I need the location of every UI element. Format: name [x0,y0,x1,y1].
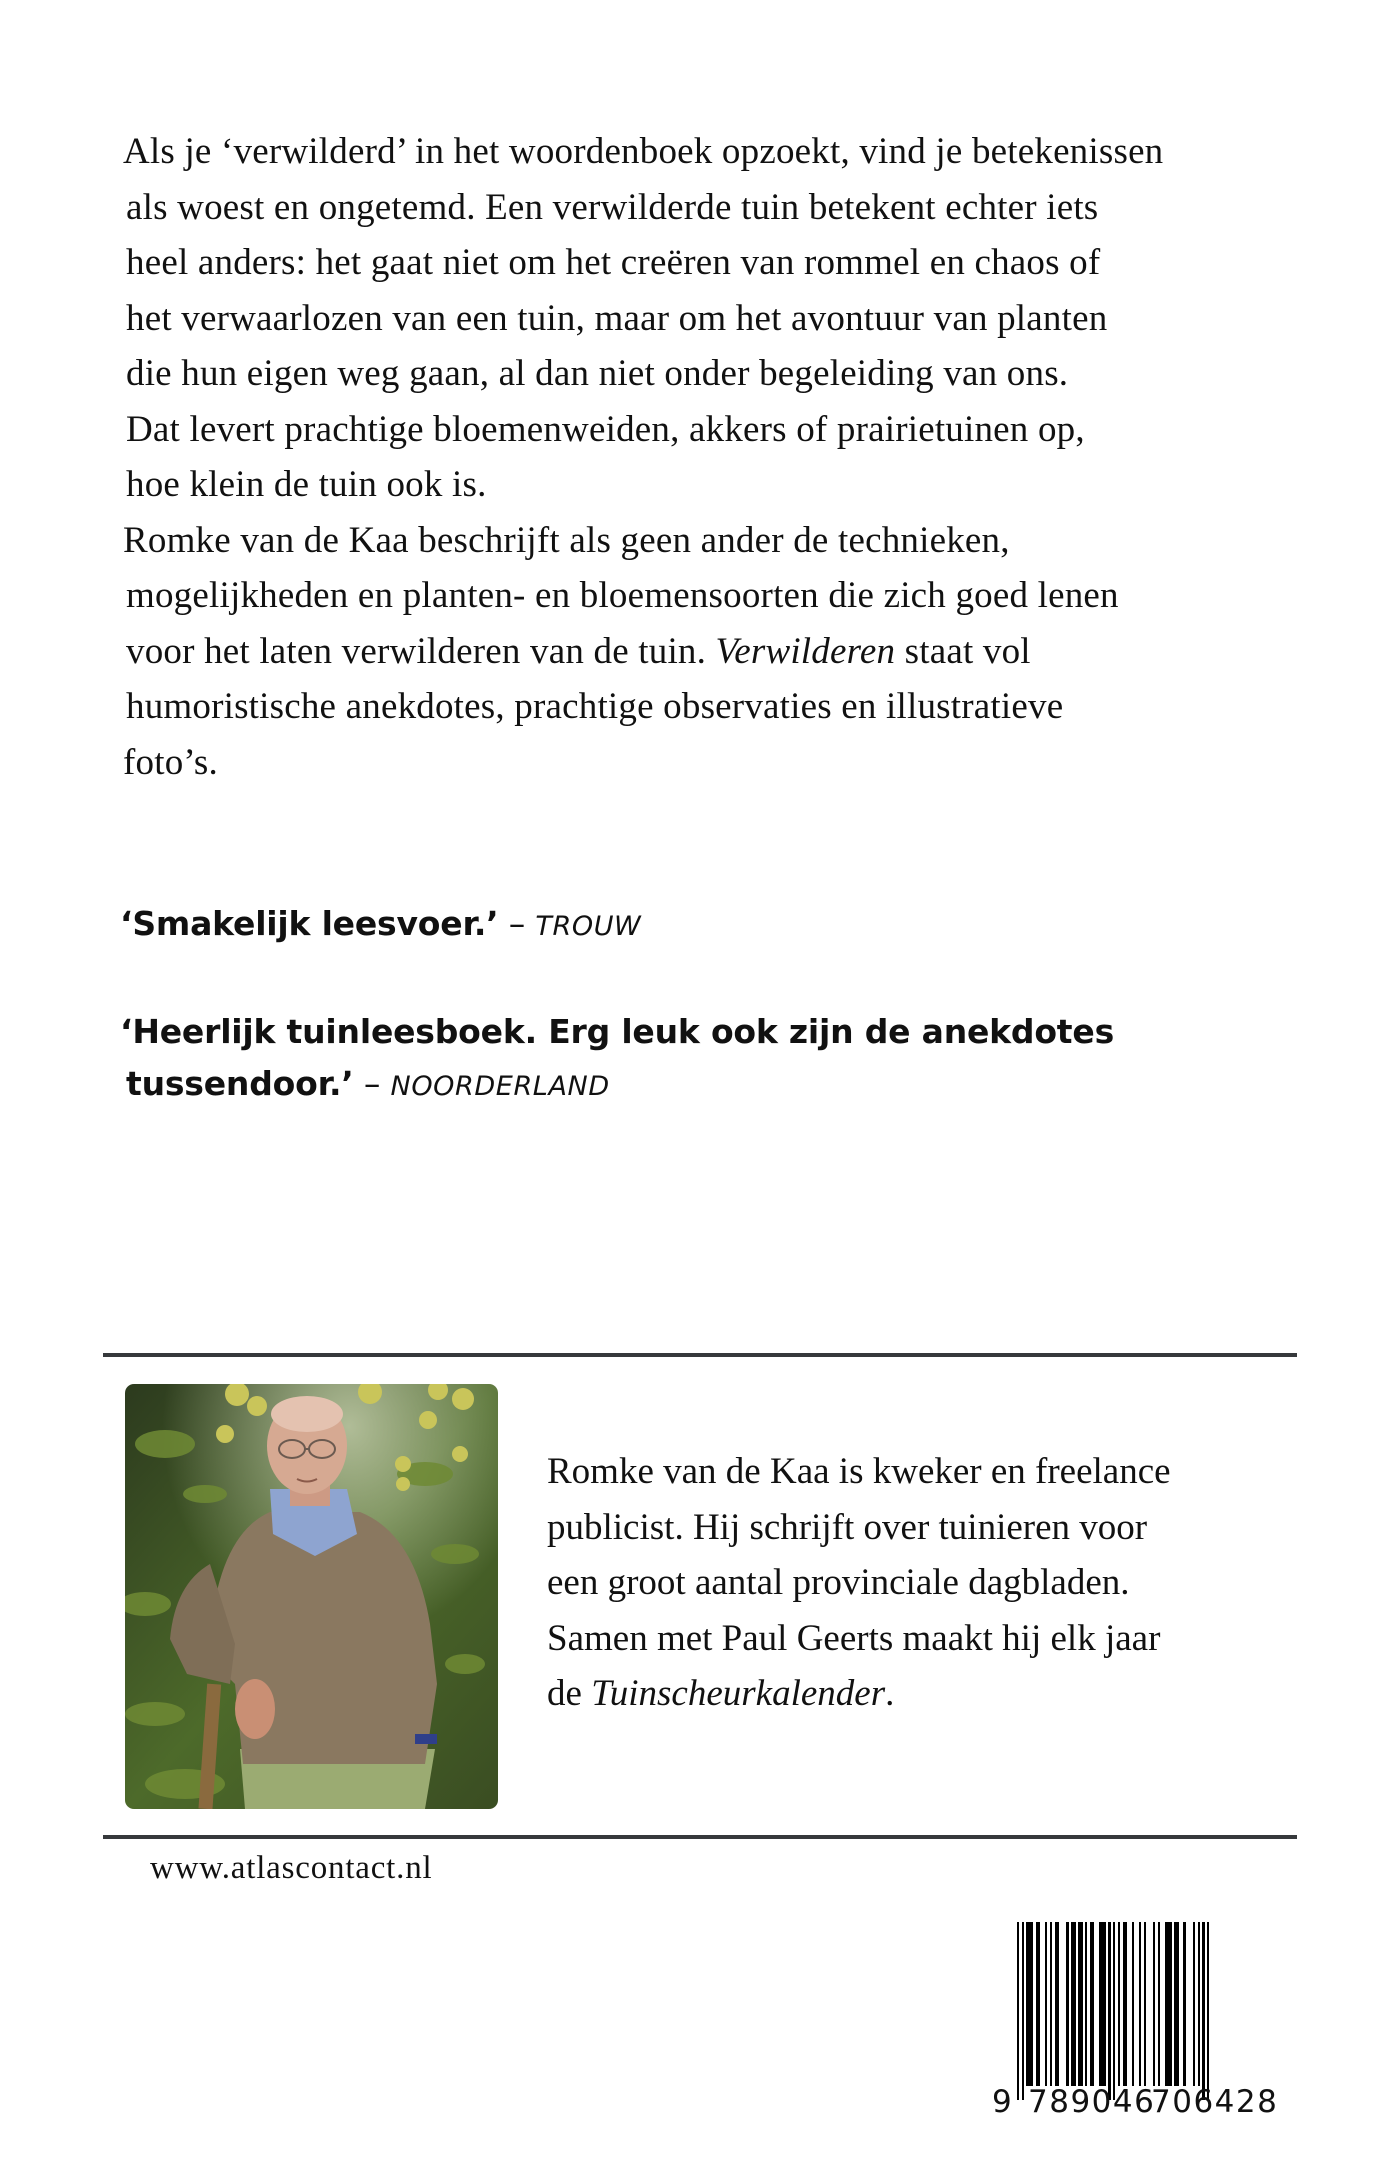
blurb-line: hoe klein de tuin ook is. [126,464,487,505]
author-portrait-illustration [125,1384,498,1809]
barcode-bars [1017,1922,1279,2100]
blurb-line: foto’s. [123,741,218,783]
bio-line: een groot aantal provinciale dagbladen. [547,1562,1130,1603]
bio-text: de [547,1673,592,1714]
bio-line-with-title [547,1666,1267,1722]
blurb-line: heel anders: het gaat niet om het creëren van rommel en chaos of [126,242,1101,283]
quote-source: TROUW [535,911,642,942]
bio-line: Romke van de Kaa is kweker en freelance [547,1451,1171,1492]
quote-text: ‘Heerlijk tuinleesboek. Erg leuk ook zijn de anekdotes [120,1012,1115,1051]
blurb-line: als woest en ongetemd. Een verwilderde tuin betekent echter iets [126,186,1099,228]
barcode-guard-bar [1207,1922,1209,2100]
blurb-line: het verwaarlozen van een tuin, maar om het avontuur van planten [126,297,1108,339]
bio-line: Samen met Paul Geerts maakt hij elk jaar [547,1617,1161,1659]
barcode-space [1146,1922,1153,2086]
barcode-space [1059,1922,1066,2086]
blurb-line: humoristische anekdotes, prachtige observaties en illustratieve [126,686,1064,727]
divider-rule [103,1835,1297,1839]
blurb-line: die hun eigen weg gaan, al dan niet onder begeleiding van ons. [126,353,1069,394]
bio-line: publicist. Hij schrijft over tuinieren voor [547,1506,1148,1548]
calendar-title-italic: Tuinscheurkalender [591,1673,886,1714]
publisher-url[interactable]: www.atlascontact.nl [150,1850,433,1886]
barcode-bar [1165,1922,1172,2086]
quote-text: tussendoor.’ [126,1064,354,1103]
divider-rule [103,1353,1297,1357]
blurb-line: Als je ‘verwilderd’ in het woordenboek opzoekt, vind je betekenissen [123,131,1164,172]
book-blurb [123,124,1323,790]
review-quote [120,1006,1114,1113]
quote-dash: – [498,904,536,943]
quote-text: ‘Smakelijk leesvoer.’ [120,904,499,943]
author-photo [125,1384,498,1809]
barcode-space [1186,1922,1193,2086]
isbn-prefix-digit: 9 [992,2084,1012,2120]
bio-text: . [885,1673,895,1714]
quote-dash: – [353,1064,391,1103]
blurb-line: Dat levert prachtige bloemenweiden, akkers of prairietuinen op, [126,408,1085,450]
review-quote [120,898,641,953]
quote-text-continued [120,1058,1114,1113]
author-bio [547,1444,1267,1722]
blurb-text: voor het laten verwilderen van de tuin. [126,630,716,672]
barcode-bar [1026,1922,1033,2086]
blurb-text: staat vol [895,630,1031,672]
isbn-barcode [990,1922,1290,2122]
blurb-line-with-title [123,624,1323,680]
quote-source: NOORDERLAND [390,1071,610,1102]
barcode-bar [1099,1922,1106,2086]
blurb-line: mogelijkheden en planten- en bloemensoorten die zich goed lenen [126,575,1119,616]
isbn-right-group: 706428 [1151,2084,1279,2120]
isbn-left-group: 789046 [1028,2084,1156,2120]
blurb-line: Romke van de Kaa beschrijft als geen ander de technieken, [123,519,1010,561]
book-title-italic: Verwilderen [715,630,896,672]
